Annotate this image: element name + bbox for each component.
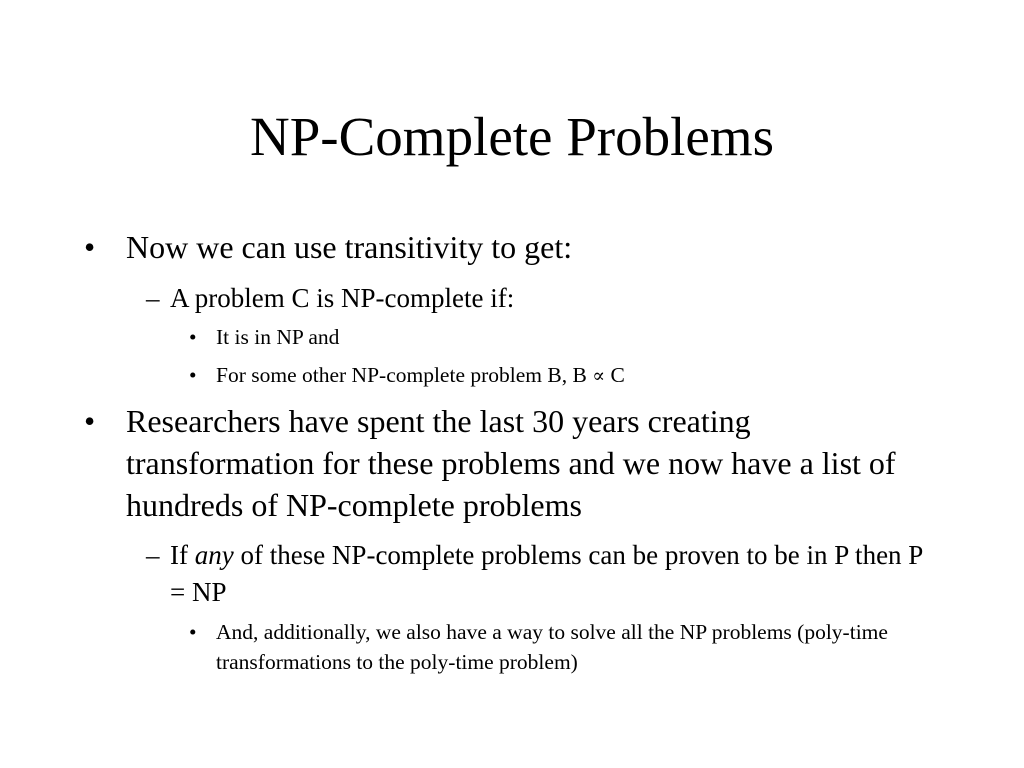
bullet-text-part: If — [170, 540, 195, 570]
bullet-text — [216, 360, 949, 391]
bullet-item-level-3 — [189, 322, 949, 352]
dash-marker: – — [146, 540, 160, 570]
bullet-marker: • — [189, 620, 197, 644]
bullet-marker: • — [189, 325, 197, 349]
bullet-text-part: C — [605, 363, 625, 387]
bullet-marker: • — [84, 403, 96, 439]
dash-marker: – — [146, 283, 160, 313]
bullet-item-level-2 — [146, 537, 936, 611]
bullet-item-level-1 — [84, 400, 914, 526]
bullet-item-level-2 — [146, 280, 936, 317]
bullet-text-part: of these NP-complete problems can be proven to be in P then P = NP — [170, 540, 923, 607]
bullet-text: Now we can use transitivity to get: — [126, 229, 573, 265]
bullet-item-level-3 — [189, 617, 949, 677]
bullet-item-level-1 — [84, 226, 914, 268]
bullet-marker: • — [189, 363, 197, 387]
bullet-text: And, additionally, we also have a way to solve all the NP problems (poly-time transformations to the poly-time problem) — [216, 620, 888, 674]
bullet-text — [170, 537, 936, 611]
bullet-text: It is in NP and — [216, 325, 340, 349]
bullet-text: A problem C is NP-complete if: — [170, 283, 515, 313]
bullet-text: Researchers have spent the last 30 years creating transformation for these problems and we now have a list of hundreds of NP-complete problems — [126, 403, 896, 523]
bullet-item-level-3 — [189, 360, 949, 391]
slide-title: NP-Complete Problems — [249, 106, 774, 167]
bullet-marker: • — [84, 229, 96, 265]
proportional-to-symbol: ∝ — [592, 365, 606, 387]
bullet-text-part: For some other NP-complete problem B, B — [216, 363, 593, 387]
emphasis-text: any — [194, 540, 234, 570]
